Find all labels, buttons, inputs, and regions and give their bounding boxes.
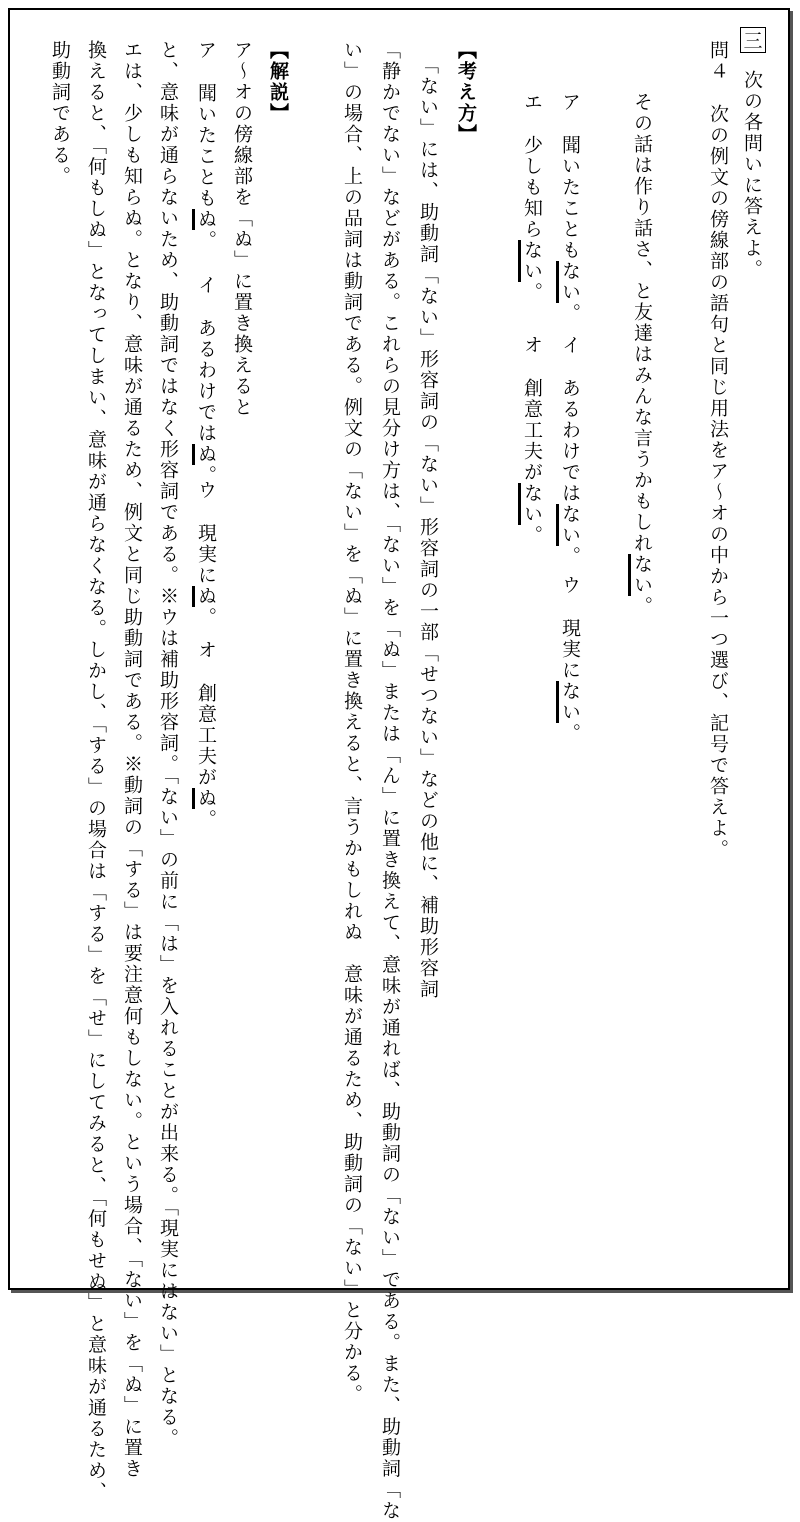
section-number-box: 三 <box>740 27 766 53</box>
instruction-line: 次の各問いに答えよ。 <box>741 70 763 280</box>
choice-post: 。 <box>195 230 217 251</box>
kaisetsu-choice-o <box>196 640 215 830</box>
choice-a <box>560 92 579 324</box>
kaisetsu-line-2: エは、少しも知らぬ。となり、意味が通るため、例文と同じ助動詞である。※動詞の「する」は要注意何もしない。という場合、「ない」を「ぬ」に置き <box>121 40 143 1480</box>
kaisetsu-line-1: と、意味が通らないため、助動詞ではなく形容詞である。※ウは補助形容詞。「ない」の前に「は」を入れることが出来る。「現実にはない」となる。 <box>157 40 179 1449</box>
kangaekata-line-1: 「ない」には、助動詞「ない」形容詞の「ない」形容詞の一部「せつない」などの他に、補助形容詞 <box>417 55 439 1000</box>
choice-label: イ <box>195 275 217 296</box>
choice-post: 。 <box>521 282 543 303</box>
choice-underlined: ぬ <box>192 788 217 809</box>
choice-pre: 聞いたことも <box>559 135 581 261</box>
kaisetsu-intro: ア～オの傍線部を「ぬ」に置き換えると <box>231 40 253 418</box>
kangaekata-heading: 【考え方】 <box>455 40 477 145</box>
example-pre: その話は作り話さ、と友達はみんな言うかもしれ <box>631 92 653 554</box>
question-text: 次の例文の傍線部の語句と同じ用法をア～オの中から一つ選び、記号で答えよ。 <box>707 104 729 860</box>
choice-label: ウ <box>195 480 217 501</box>
choice-label: イ <box>559 335 581 356</box>
choice-post: 。 <box>559 723 581 744</box>
choice-label: エ <box>521 92 543 113</box>
choice-post: 。 <box>559 546 581 567</box>
choice-underlined: ない <box>518 483 543 525</box>
choice-underlined: ぬ <box>192 209 217 230</box>
choice-underlined: ぬ <box>192 586 217 607</box>
worksheet-page <box>8 8 790 1522</box>
choice-label: ア <box>559 92 581 113</box>
kangaekata-line-2: 「静かでない」などがある。これらの見分け方は、「ない」を「ぬ」または「ん」に置き換えて、意味が通れば、助動詞の「ない」である。また、助動詞「な <box>379 40 401 1522</box>
kaisetsu-line-4: 助動詞である。 <box>49 40 71 187</box>
example-sentence <box>632 92 651 617</box>
choice-pre: 聞いたことも <box>195 83 217 209</box>
kaisetsu-choice-a <box>196 40 215 251</box>
choice-o <box>522 335 541 546</box>
choice-pre: あるわけでは <box>559 378 581 504</box>
choice-pre: 少しも知ら <box>521 135 543 240</box>
question-line <box>708 40 727 860</box>
question-number: 問４ <box>707 40 729 82</box>
example-post: 。 <box>631 596 653 617</box>
choice-underlined: ない <box>556 261 581 303</box>
kangaekata-line-3: い」の場合、上の品詞は動詞である。例文の「ない」を「ぬ」に置き換えると、言うかもしれぬ 意味が通るため、助動詞の「ない」と分かる。 <box>341 40 363 1405</box>
choice-u <box>560 575 579 744</box>
choice-label: オ <box>195 640 217 661</box>
choice-underlined: ない <box>556 681 581 723</box>
choice-pre: あるわけでは <box>195 318 217 444</box>
choice-underlined: ぬ <box>192 444 217 465</box>
choice-pre: 創意工夫が <box>521 378 543 483</box>
choice-pre: 創意工夫が <box>195 683 217 788</box>
kaisetsu-line-3: 換えると、「何もしぬ」となってしまい、意味が通らなくなる。しかし、「する」の場合は「する」を「せ」にしてみると、「何もせぬ」と意味が通るため、 <box>85 40 107 1503</box>
choice-post: 。 <box>521 525 543 546</box>
choice-e <box>522 92 541 303</box>
choice-post: 。 <box>195 465 217 486</box>
choice-post: 。 <box>195 607 217 628</box>
choice-underlined: ない <box>518 240 543 282</box>
choice-pre: 現実に <box>195 523 217 586</box>
choice-label: オ <box>521 335 543 356</box>
choice-pre: 現実に <box>559 618 581 681</box>
choice-post: 。 <box>559 303 581 324</box>
kaisetsu-heading: 【解説】 <box>267 40 289 124</box>
choice-underlined: ない <box>556 504 581 546</box>
kaisetsu-choice-i <box>196 275 215 486</box>
choice-label: ア <box>195 40 217 61</box>
kaisetsu-choice-u <box>196 480 215 628</box>
choice-i <box>560 335 579 567</box>
choice-post: 。 <box>195 809 217 830</box>
choice-label: ウ <box>559 575 581 596</box>
example-underlined-word: ない <box>628 554 653 596</box>
